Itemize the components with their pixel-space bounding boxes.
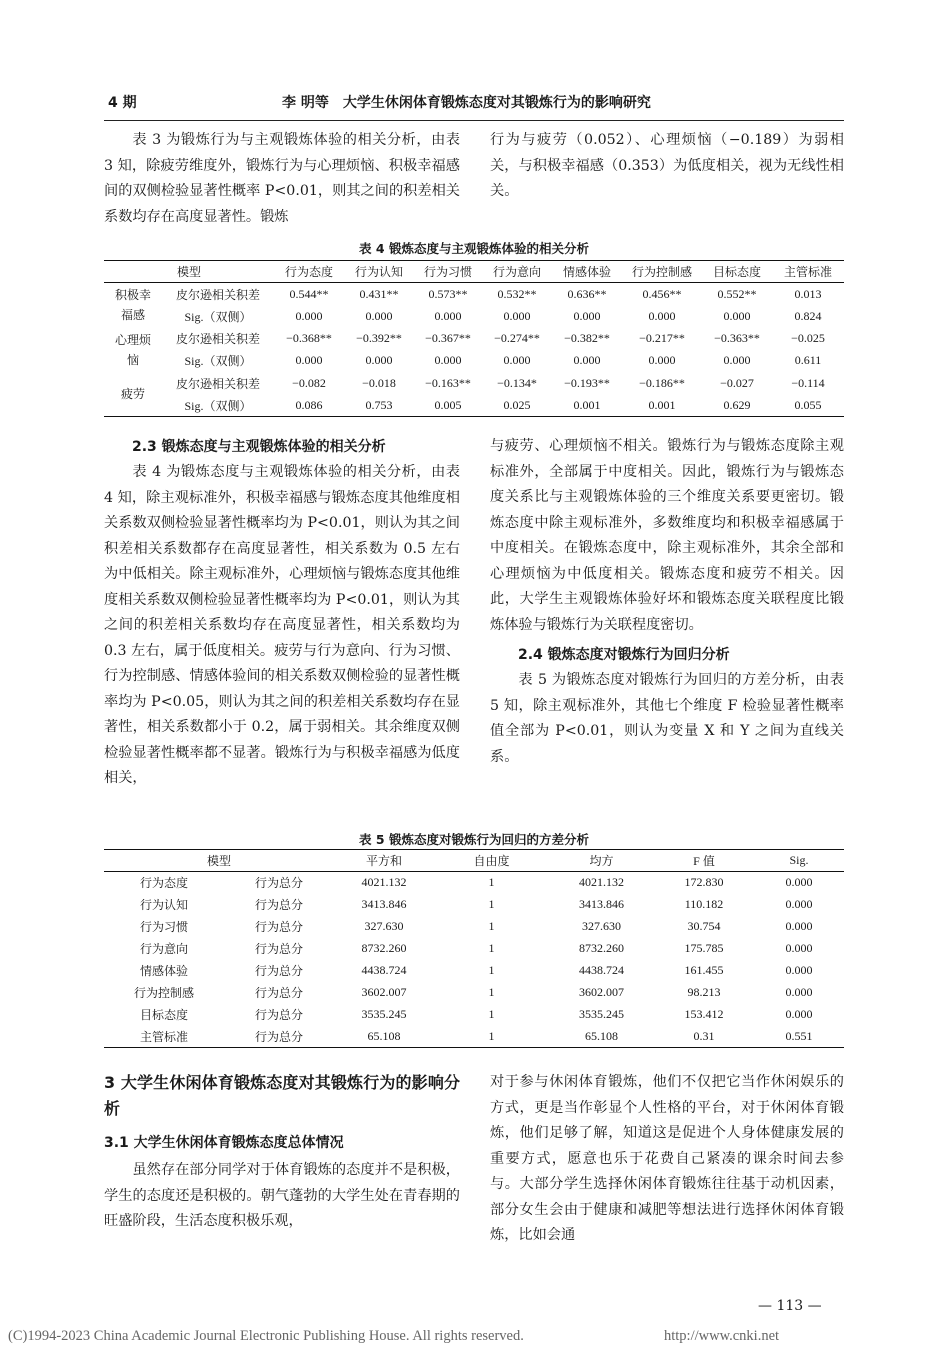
table4-col-header: 行为态度: [274, 261, 344, 283]
table4-col-header: 情感体验: [552, 261, 622, 283]
table-cell: 0.000: [648, 353, 676, 368]
table5-header: 自由度: [434, 850, 549, 872]
table-cell: 3413.846: [361, 897, 407, 911]
table-cell: −0.027: [720, 375, 754, 390]
table-row: [104, 960, 844, 982]
table-cell: 65.108: [549, 1026, 654, 1048]
table4-body: [104, 283, 844, 417]
table-cell: 0.000: [573, 308, 601, 323]
top-left-paragraph: 表 3 为锻炼行为与主观锻炼体验的相关分析，由表 3 知，除疲劳维度外，锻炼行为与心理烦恼、积极幸福感间的双侧检验显著性概率 P<0.01，则其之间的积差相关系数均存在高度显著性。锻炼: [104, 132, 460, 225]
table-cell: −0.193**: [564, 375, 610, 390]
table-cell: −0.114: [791, 375, 825, 390]
table-cell: 0.552**: [717, 286, 757, 301]
table-cell: 327.630: [582, 919, 621, 933]
table-cell: 1: [488, 919, 495, 933]
table-row: [104, 327, 844, 349]
table-cell: 0.000: [723, 308, 751, 323]
table-cell: 0.000: [785, 1007, 813, 1021]
table-cell: 0.31: [654, 1026, 754, 1048]
table-cell: 327.630: [364, 919, 404, 933]
table-cell: −0.186**: [639, 375, 685, 390]
table5: [104, 849, 844, 1048]
table-cell: 3413.846: [579, 897, 624, 911]
table-cell: 0.000: [295, 353, 323, 368]
footer-url: http://www.cnki.net: [664, 1328, 780, 1344]
table-cell: 0.000: [295, 308, 323, 323]
table-cell: 0.532**: [497, 286, 537, 301]
table-cell: 0.025: [482, 394, 552, 416]
table-row: [104, 305, 844, 327]
table-cell: 0.055: [772, 394, 844, 416]
section-heading-3: 3 大学生休闲体育锻炼态度对其锻炼行为的影响分析: [104, 1073, 460, 1118]
table-cell: 0.000: [785, 963, 813, 977]
table-cell: 行为控制感: [133, 986, 194, 1000]
table-cell: 0.000: [648, 308, 676, 323]
table-cell: 3535.245: [579, 1007, 624, 1021]
table-row: [104, 1004, 844, 1026]
running-title: 李 明等 大学生休闲体育锻炼态度对其锻炼行为的影响研究: [282, 95, 651, 111]
table-cell: 4021.132: [361, 875, 407, 890]
table-row: [104, 872, 844, 894]
table-cell: 1: [488, 963, 495, 977]
table-cell: 1: [434, 1026, 549, 1048]
table-cell: 1: [488, 875, 495, 890]
copyright-footer: (C)1994-2023 China Academic Journal Electronic Publishing House. All rights reserved.: [8, 1328, 524, 1344]
table4-col-header: 主管标准: [772, 261, 844, 283]
table-cell: −0.392**: [356, 331, 402, 346]
section-heading-2-3: 2.3 锻炼态度与主观锻炼体验的相关分析: [132, 439, 386, 455]
table-cell: 110.182: [684, 897, 724, 911]
table-cell: 0.573**: [428, 286, 468, 301]
table-cell: −0.018: [362, 375, 396, 390]
table4-group-label: 疲劳: [104, 372, 162, 417]
table-cell: −0.082: [292, 375, 326, 390]
table-cell: 行为意向: [139, 942, 188, 956]
issue-number: 4 期: [108, 95, 137, 111]
sec31-paragraph: 虽然存在部分同学对于体育锻炼的态度并不是积极，学生的态度还是积极的。朝气蓬勃的大学生处在青春期的旺盛阶段，生活态度积极乐观，: [104, 1162, 460, 1229]
table-cell: 0.013: [794, 286, 822, 301]
table-row: [104, 938, 844, 960]
table-cell: 0.456**: [642, 286, 682, 301]
table4-row-label: Sig.（双侧）: [162, 394, 274, 416]
table-cell: −0.025: [791, 331, 825, 346]
table-cell: 172.830: [684, 875, 724, 890]
table-cell: 行为总分: [254, 942, 303, 956]
table4-col-header: 行为控制感: [622, 261, 702, 283]
section-heading-3-1: 3.1 大学生休闲体育锻炼态度总体情况: [104, 1135, 344, 1151]
table-cell: 目标态度: [139, 1008, 188, 1022]
table-cell: 30.754: [687, 919, 721, 933]
table-row: [104, 1026, 844, 1048]
table-cell: 0.000: [785, 941, 813, 955]
page-number: — 113 —: [758, 1298, 822, 1314]
top-left-column: [104, 128, 460, 230]
table4-row-label: 皮尔逊相关积差: [175, 376, 260, 391]
sec23-continued-paragraph: 与疲劳、心理烦恼不相关。锻炼行为与锻炼态度除主观标准外，全部属于中度相关。因此，锻炼行为与锻炼态度关系比与主观锻炼体验的三个维度关系要更密切。锻炼态度中除主观标准外，多数维度均和积极幸福感属于中度相关。在锻炼态度中，除主观标准外，其余全部和心理烦恼为中低度相关。锻炼态度和疲劳不相关。因此，大学生主观锻炼体验好坏和锻炼态度关联程度比锻炼体验与锻炼行为关联程度密切。: [490, 438, 844, 633]
table-cell: 4438.724: [579, 963, 624, 977]
sec3-left-column: [104, 1070, 460, 1235]
table-cell: 行为总分: [254, 920, 303, 934]
table-cell: 0.431**: [359, 286, 399, 301]
table-cell: 0.753: [344, 394, 414, 416]
table4-col-header: 行为习惯: [414, 261, 482, 283]
table-cell: 0.000: [723, 353, 751, 368]
table-cell: 153.412: [684, 1007, 724, 1021]
table-cell: 行为认知: [139, 898, 188, 912]
sec23-left-column: [104, 434, 460, 792]
table-cell: 0.636**: [567, 286, 607, 301]
top-right-column: [490, 128, 844, 205]
table-cell: 0.824: [794, 308, 822, 323]
table-cell: 0.000: [785, 897, 813, 911]
table-cell: 4438.724: [361, 963, 407, 977]
table-cell: 行为态度: [139, 876, 188, 891]
table5-header: 平方和: [334, 850, 434, 872]
table-cell: 主管标准: [104, 1026, 224, 1048]
table-cell: −0.363**: [714, 331, 760, 346]
table-cell: −0.382**: [564, 331, 610, 346]
table4-caption: 表 4 锻炼态度与主观锻炼体验的相关分析: [359, 241, 589, 256]
table-cell: 98.213: [687, 985, 721, 999]
table-cell: 8732.260: [361, 941, 407, 955]
table4-group-label: 心理烦恼: [114, 332, 151, 367]
table4-row-label: 皮尔逊相关积差: [175, 287, 260, 302]
table-cell: 行为总分: [254, 876, 303, 891]
table-cell: 0.544**: [289, 286, 329, 301]
table-cell: 0.005: [414, 394, 482, 416]
table-cell: 65.108: [334, 1026, 434, 1048]
table-cell: 0.000: [503, 353, 531, 368]
table4-col-header: 行为认知: [344, 261, 414, 283]
table-row: [104, 283, 844, 305]
sec3-right-column: [490, 1070, 844, 1249]
table-cell: 行为总分: [254, 986, 303, 1000]
table5-caption: 表 5 锻炼态度对锻炼行为回归的方差分析: [359, 832, 589, 847]
table-cell: 0.000: [365, 353, 393, 368]
table4-col-header: 目标态度: [702, 261, 772, 283]
table-row: [104, 372, 844, 394]
table-cell: 0.000: [785, 875, 813, 890]
table-row: [104, 394, 844, 416]
table-cell: −0.134*: [497, 375, 537, 390]
table-cell: 0.611: [794, 353, 822, 368]
table4-group-label: 积极幸福感: [114, 288, 151, 323]
table-cell: 161.455: [684, 963, 724, 977]
table-cell: 情感体验: [139, 964, 188, 978]
table4-row-label: Sig.（双侧）: [184, 309, 252, 324]
table5-header: 模型: [104, 850, 334, 872]
table-cell: −0.163**: [425, 375, 471, 390]
table-cell: 8732.260: [579, 941, 624, 955]
table5-header: F 值: [654, 850, 754, 872]
table-cell: 0.551: [754, 1026, 844, 1048]
table-cell: 0.000: [785, 985, 813, 999]
table-cell: −0.368**: [286, 331, 332, 346]
table-cell: 3535.245: [361, 1007, 407, 1021]
table5-header: Sig.: [754, 850, 844, 872]
table-cell: 0.000: [434, 308, 462, 323]
table-cell: 1: [488, 941, 495, 955]
table4-model-header: 模型: [104, 261, 274, 283]
table5-header: 均方: [549, 850, 654, 872]
table-cell: −0.274**: [494, 331, 540, 346]
table-row: [104, 916, 844, 938]
table-cell: 0.001: [622, 394, 702, 416]
running-header: [104, 84, 844, 121]
table-cell: 0.000: [573, 353, 601, 368]
table5-body: [104, 872, 844, 1048]
table-cell: 行为总分: [254, 1008, 303, 1022]
table-cell: 行为总分: [254, 964, 303, 978]
table-cell: 0.000: [503, 308, 531, 323]
table-cell: 3602.007: [361, 985, 407, 999]
table-row: [104, 982, 844, 1004]
table-cell: −0.217**: [639, 331, 685, 346]
table4-row-label: Sig.（双侧）: [184, 354, 252, 369]
table-row: [104, 894, 844, 916]
table-cell: 1: [488, 1007, 495, 1021]
table-cell: 行为总分: [254, 898, 303, 912]
table-cell: 行为总分: [224, 1026, 334, 1048]
table-cell: 1: [488, 897, 495, 911]
table-cell: 4021.132: [579, 875, 624, 890]
sec23-right-column: [490, 434, 844, 770]
table-cell: 0.000: [434, 353, 462, 368]
table-cell: 0.629: [702, 394, 772, 416]
top-right-paragraph: 行为与疲劳（0.052）、心理烦恼（−0.189）为弱相关，与积极幸福感（0.353）为低度相关，视为无线性相关。: [490, 132, 844, 199]
sec31-continued-paragraph: 对于参与休闲体育锻炼，他们不仅把它当作休闲娱乐的方式，更是当作彰显个人性格的平台，对于休闲体育锻炼，他们足够了解，知道这是促进个人身体健康发展的重要方式，愿意也乐于花费自己紧凑的课余时间去参与。大部分学生选择休闲体育锻炼往往基于动机因素，部分女生会由于健康和减肥等想法进行选择休闲体育锻炼，比如会通: [490, 1074, 844, 1243]
table-cell: −0.367**: [425, 331, 471, 346]
sec23-paragraph: 表 4 为锻炼态度与主观锻炼体验的相关分析，由表 4 知，除主观标准外，积极幸福感与锻炼态度其他维度相关系数双侧检验显著性概率均为 P<0.01，则认为其之间积差相关系数都存在高度显著性，相关系数为 0.5 左右为中低相关。除主观标准外，心理烦恼与锻炼态度其他维度相关系数双侧检验显著性概率均为 P<0.01，则认为其之间的积差相关系数均存在高度显著性，相关系数均为 0.3 左右，属于低度相关。疲劳与行为意向、行为习惯、行为控制感、情感体验间的相关系数双侧检验的显著性概率均为 P<0.05，则认为其之间的积差相关系数均存在显著性，相关系数都小于 0.2，属于弱相关。其余维度双侧检验显著性概率都不显著。锻炼行为与积极幸福感为低度相关，: [104, 464, 460, 786]
table-cell: 0.000: [365, 308, 393, 323]
table-cell: 行为习惯: [139, 920, 188, 934]
table4-col-header: 行为意向: [482, 261, 552, 283]
sec24-paragraph: 表 5 为锻炼态度对锻炼行为回归的方差分析，由表 5 知，除主观标准外，其他七个维度 F 检验显著性概率值全部为 P<0.01，则认为变量 X 和 Y 之间为直线关系。: [490, 672, 844, 765]
table-cell: 175.785: [684, 941, 724, 955]
table-cell: 0.000: [785, 919, 813, 933]
table-cell: 1: [488, 985, 495, 999]
table-row: [104, 350, 844, 372]
table4: [104, 260, 844, 417]
table4-row-label: 皮尔逊相关积差: [175, 332, 260, 347]
section-heading-2-4: 2.4 锻炼态度对锻炼行为回归分析: [518, 647, 730, 663]
table-cell: 3602.007: [579, 985, 624, 999]
table-cell: 0.001: [552, 394, 622, 416]
table-cell: 0.086: [274, 394, 344, 416]
